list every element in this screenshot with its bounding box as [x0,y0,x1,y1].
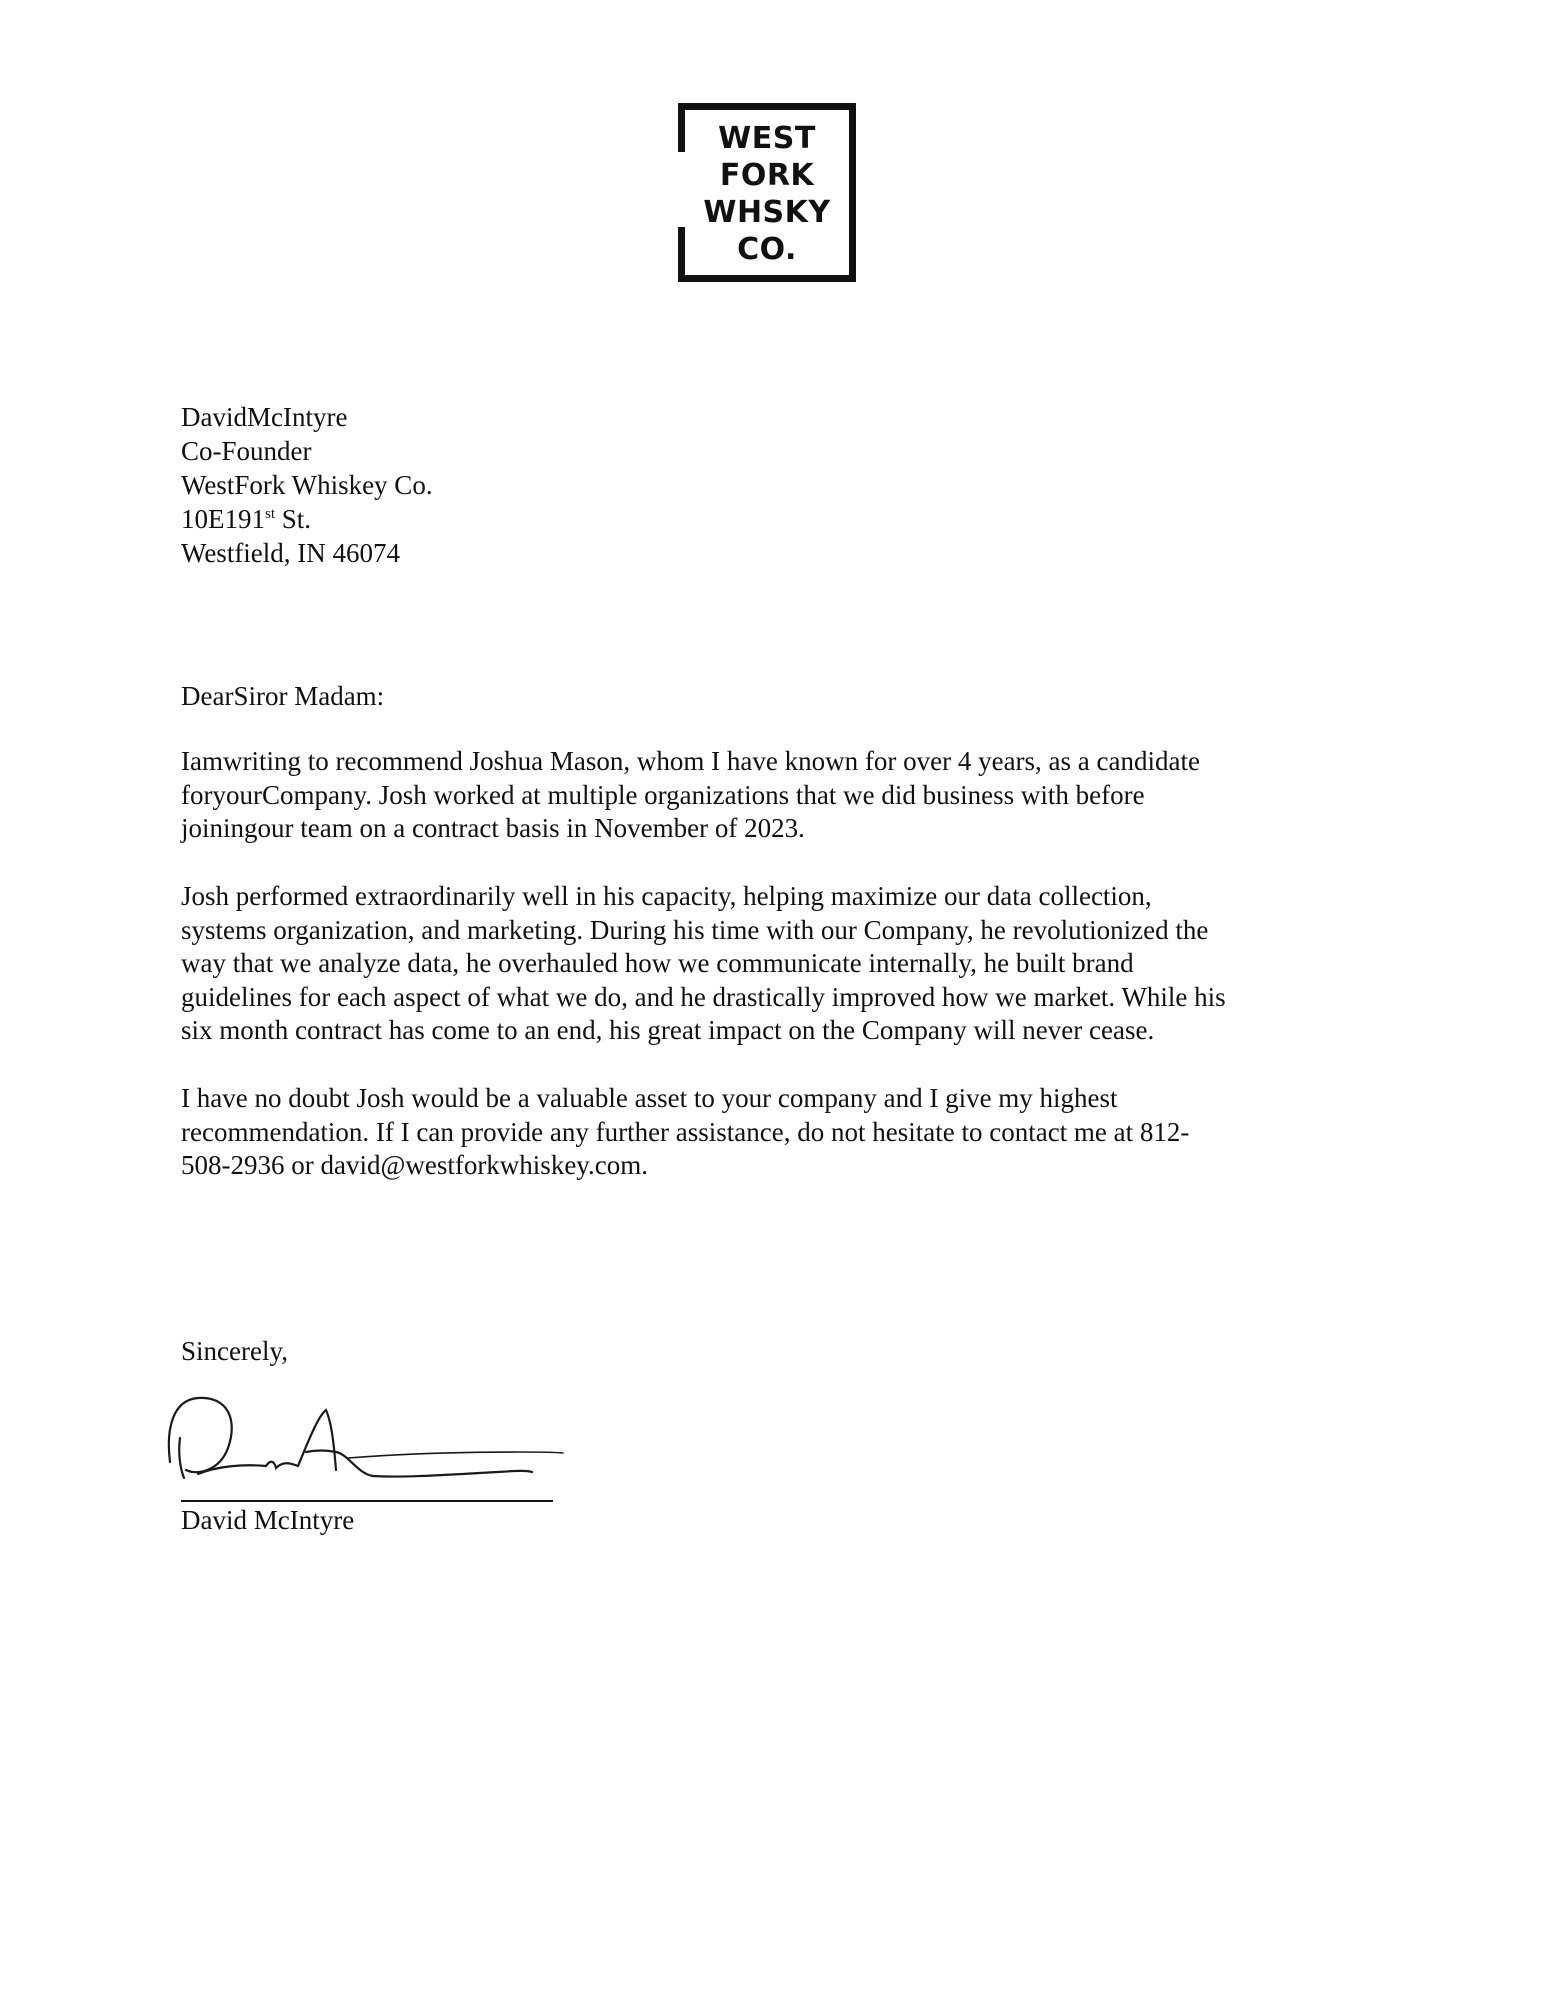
logo-wordmark [688,120,846,268]
paragraph-line: joiningour team on a contract basis in November of 2023. [181,813,805,843]
logo-line: WEST [718,121,816,156]
logo-line: CO. [737,232,797,267]
paragraph-line: Iamwriting to recommend Joshua Mason, whom I have known for over 4 years, as a candidate [181,746,1200,776]
paragraph-line: 508-2936 or david@westforkwhiskey.com. [181,1150,649,1180]
paragraph-line: Josh performed extraordinarily well in his capacity, helping maximize our data collection, [181,881,1152,911]
body-paragraph-1 [181,745,1200,846]
paragraph-line: I have no doubt Josh would be a valuable asset to your company and I give my highest [181,1083,1118,1113]
closing: Sincerely, [181,1336,288,1366]
body-paragraph-3 [181,1082,1189,1183]
sender-name: DavidMcIntyre [181,402,348,432]
paragraph-line: systems organization, and marketing. During his time with our Company, he revolutionized the [181,914,1209,945]
salutation: DearSiror Madam: [181,681,385,711]
paragraph-line: way that we analyze data, he overhauled how we communicate internally, he built brand [181,948,1134,978]
paragraph-line: guidelines for each aspect of what we do, and he drastically improved how we market. While his [181,981,1226,1012]
sender-street [181,502,433,536]
handwritten-signature [158,1390,568,1500]
street-name: St. [275,504,312,534]
logo-border-segment [678,110,685,152]
paragraph-line: recommendation. If I can provide any further assistance, do not hesitate to contact me at 812- [181,1116,1190,1147]
street-number: 10E191 [181,504,265,534]
ordinal-suffix: st [265,506,276,522]
body-paragraph-2 [181,880,1226,1048]
sender-title: Co-Founder [181,436,312,466]
paragraph-line: six month contract has come to an end, his great impact on the Company will never cease. [181,1015,1155,1045]
logo-line: WHSKY [703,195,831,230]
logo-line: FORK [719,158,815,193]
paragraph-line: foryourCompany. Josh worked at multiple organizations that we did business with before [181,779,1145,810]
signature-line [181,1500,553,1502]
logo-border-segment [678,227,685,282]
company-logo [678,103,856,282]
sender-address-block [181,400,433,570]
sender-company: WestFork Whiskey Co. [181,470,433,500]
sender-city-state-zip: Westfield, IN 46074 [181,538,401,568]
signer-name: David McIntyre [181,1505,355,1535]
